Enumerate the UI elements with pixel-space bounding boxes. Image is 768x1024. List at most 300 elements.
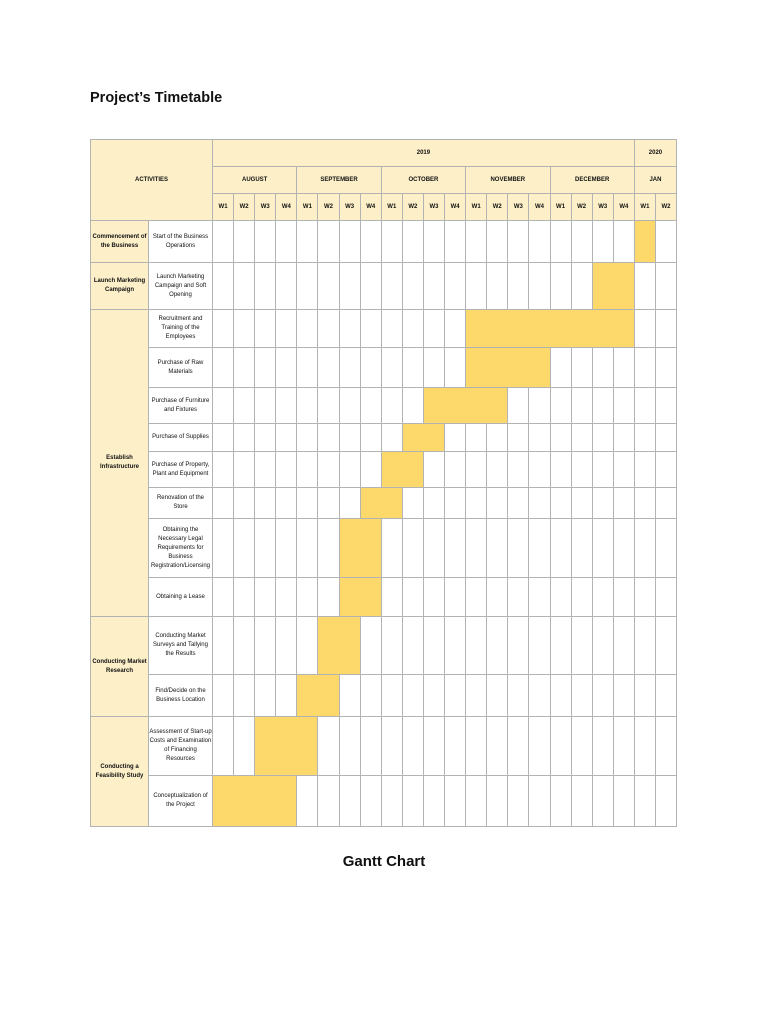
gantt-cell (571, 221, 592, 263)
gantt-cell (487, 578, 508, 617)
gantt-cell (234, 388, 255, 424)
group-label: Commencement of the Business (91, 221, 149, 263)
gantt-cell (634, 452, 655, 488)
gantt-cell (634, 776, 655, 827)
gantt-cell (402, 776, 423, 827)
gantt-bar-cell (318, 617, 339, 675)
gantt-cell (508, 424, 529, 452)
gantt-cell (529, 221, 550, 263)
gantt-cell (339, 675, 360, 717)
gantt-cell (213, 519, 234, 578)
week-header: W1 (634, 194, 655, 221)
month-header: AUGUST (213, 167, 297, 194)
gantt-cell (634, 348, 655, 388)
gantt-cell (487, 263, 508, 310)
gantt-cell (318, 452, 339, 488)
gantt-cell (445, 348, 466, 388)
gantt-cell (529, 617, 550, 675)
gantt-cell (360, 717, 381, 776)
gantt-cell (255, 578, 276, 617)
gantt-bar-cell (402, 424, 423, 452)
gantt-cell (445, 263, 466, 310)
gantt-bar-cell (592, 310, 613, 348)
gantt-cell (234, 617, 255, 675)
gantt-cell (592, 617, 613, 675)
gantt-bar-cell (276, 776, 297, 827)
gantt-cell (550, 617, 571, 675)
gantt-cell (381, 424, 402, 452)
month-header: JAN (634, 167, 676, 194)
week-header: W3 (255, 194, 276, 221)
week-header: W4 (445, 194, 466, 221)
gantt-cell (423, 488, 444, 519)
gantt-cell (529, 452, 550, 488)
week-header: W1 (466, 194, 487, 221)
gantt-cell (613, 488, 634, 519)
gantt-bar-cell (255, 776, 276, 827)
gantt-cell (613, 776, 634, 827)
gantt-cell (529, 388, 550, 424)
activity-row (91, 578, 677, 617)
gantt-cell (550, 519, 571, 578)
activity-label: Purchase of Raw Materials (149, 348, 213, 388)
activity-label: Obtaining the Necessary Legal Requirements for Business Registration/Licensing (149, 519, 213, 578)
gantt-cell (592, 578, 613, 617)
gantt-bar-cell (508, 348, 529, 388)
gantt-cell (529, 675, 550, 717)
gantt-cell (423, 578, 444, 617)
gantt-cell (297, 488, 318, 519)
gantt-cell (339, 776, 360, 827)
gantt-cell (550, 675, 571, 717)
activity-row (91, 348, 677, 388)
gantt-bar-cell (529, 310, 550, 348)
gantt-cell (423, 221, 444, 263)
week-header: W1 (297, 194, 318, 221)
year-header: 2020 (634, 140, 676, 167)
gantt-cell (234, 221, 255, 263)
activity-row (91, 776, 677, 827)
gantt-bar-cell (466, 310, 487, 348)
gantt-cell (234, 424, 255, 452)
activity-label: Assessment of Start-up Costs and Examination of Financing Resources (149, 717, 213, 776)
gantt-cell (255, 310, 276, 348)
gantt-cell (487, 221, 508, 263)
week-header: W4 (529, 194, 550, 221)
gantt-cell (255, 452, 276, 488)
gantt-cell (381, 717, 402, 776)
gantt-cell (297, 388, 318, 424)
gantt-cell (234, 717, 255, 776)
gantt-cell (634, 717, 655, 776)
gantt-cell (381, 221, 402, 263)
group-label: Conducting Market Research (91, 617, 149, 717)
gantt-cell (297, 617, 318, 675)
activity-row (91, 452, 677, 488)
activity-label: Obtaining a Lease (149, 578, 213, 617)
week-header: W3 (508, 194, 529, 221)
gantt-cell (634, 617, 655, 675)
gantt-cell (276, 675, 297, 717)
gantt-cell (255, 488, 276, 519)
gantt-cell (571, 776, 592, 827)
gantt-cell (487, 452, 508, 488)
gantt-cell (360, 348, 381, 388)
gantt-cell (276, 488, 297, 519)
gantt-cell (276, 348, 297, 388)
gantt-cell (529, 776, 550, 827)
gantt-cell (634, 578, 655, 617)
gantt-cell (466, 578, 487, 617)
gantt-cell (339, 717, 360, 776)
gantt-cell (508, 617, 529, 675)
gantt-cell (234, 263, 255, 310)
gantt-cell (276, 221, 297, 263)
week-header: W4 (360, 194, 381, 221)
activity-label: Purchase of Furniture and Fixtures (149, 388, 213, 424)
gantt-cell (297, 776, 318, 827)
gantt-cell (592, 519, 613, 578)
gantt-cell (613, 348, 634, 388)
gantt-cell (255, 348, 276, 388)
gantt-cell (466, 519, 487, 578)
gantt-cell (213, 488, 234, 519)
gantt-cell (655, 776, 676, 827)
gantt-cell (466, 488, 487, 519)
month-header: NOVEMBER (466, 167, 550, 194)
gantt-cell (360, 776, 381, 827)
gantt-cell (297, 424, 318, 452)
gantt-cell (318, 348, 339, 388)
gantt-bar-cell (297, 675, 318, 717)
gantt-cell (339, 348, 360, 388)
gantt-cell (339, 388, 360, 424)
gantt-bar-cell (423, 388, 444, 424)
gantt-cell (571, 424, 592, 452)
gantt-cell (276, 452, 297, 488)
gantt-cell (634, 675, 655, 717)
gantt-cell (213, 310, 234, 348)
gantt-cell (213, 717, 234, 776)
gantt-cell (445, 675, 466, 717)
gantt-cell (550, 488, 571, 519)
week-header: W1 (213, 194, 234, 221)
month-header: SEPTEMBER (297, 167, 381, 194)
gantt-cell (634, 310, 655, 348)
week-header: W2 (571, 194, 592, 221)
gantt-cell (613, 519, 634, 578)
gantt-cell (466, 452, 487, 488)
gantt-cell (529, 424, 550, 452)
gantt-cell (655, 424, 676, 452)
gantt-cell (508, 675, 529, 717)
gantt-cell (445, 578, 466, 617)
gantt-cell (655, 263, 676, 310)
week-header: W4 (276, 194, 297, 221)
gantt-cell (423, 519, 444, 578)
gantt-cell (613, 388, 634, 424)
gantt-cell (445, 776, 466, 827)
year-header: 2019 (213, 140, 635, 167)
week-header: W1 (381, 194, 402, 221)
gantt-bar-cell (508, 310, 529, 348)
gantt-cell (613, 578, 634, 617)
gantt-cell (213, 388, 234, 424)
gantt-cell (466, 675, 487, 717)
gantt-cell (655, 488, 676, 519)
gantt-cell (445, 310, 466, 348)
gantt-cell (339, 424, 360, 452)
gantt-cell (339, 452, 360, 488)
gantt-bar-cell (634, 221, 655, 263)
gantt-cell (550, 452, 571, 488)
gantt-cell (402, 519, 423, 578)
gantt-cell (634, 424, 655, 452)
gantt-bar-cell (445, 388, 466, 424)
gantt-cell (402, 578, 423, 617)
gantt-cell (234, 310, 255, 348)
month-header: OCTOBER (381, 167, 465, 194)
gantt-cell (297, 221, 318, 263)
gantt-cell (571, 717, 592, 776)
gantt-cell (508, 388, 529, 424)
gantt-cell (423, 310, 444, 348)
gantt-cell (487, 617, 508, 675)
group-label: Establish Infrastructure (91, 310, 149, 617)
activity-label: Conceptualization of the Project (149, 776, 213, 827)
gantt-cell (423, 617, 444, 675)
gantt-cell (634, 388, 655, 424)
gantt-cell (508, 263, 529, 310)
gantt-cell (318, 488, 339, 519)
gantt-cell (360, 221, 381, 263)
activity-label: Purchase of Supplies (149, 424, 213, 452)
gantt-cell (550, 348, 571, 388)
gantt-bar-cell (297, 717, 318, 776)
gantt-cell (381, 348, 402, 388)
gantt-cell (234, 488, 255, 519)
activity-row (91, 617, 677, 675)
activity-row (91, 221, 677, 263)
gantt-bar-cell (255, 717, 276, 776)
gantt-cell (613, 221, 634, 263)
gantt-cell (360, 452, 381, 488)
gantt-cell (255, 388, 276, 424)
gantt-cell (381, 388, 402, 424)
gantt-cell (550, 263, 571, 310)
gantt-cell (571, 519, 592, 578)
gantt-cell (297, 310, 318, 348)
week-header: W2 (487, 194, 508, 221)
gantt-cell (445, 617, 466, 675)
gantt-cell (276, 578, 297, 617)
gantt-cell (550, 717, 571, 776)
activities-header: ACTIVITIES (91, 140, 213, 221)
gantt-cell (592, 776, 613, 827)
gantt-cell (423, 263, 444, 310)
gantt-cell (381, 675, 402, 717)
gantt-cell (529, 263, 550, 310)
gantt-cell (508, 776, 529, 827)
header-row-years (91, 140, 677, 167)
gantt-cell (508, 452, 529, 488)
gantt-bar-cell (360, 488, 381, 519)
gantt-cell (445, 488, 466, 519)
gantt-cell (655, 348, 676, 388)
gantt-cell (592, 675, 613, 717)
gantt-cell (339, 263, 360, 310)
gantt-cell (529, 578, 550, 617)
gantt-cell (445, 519, 466, 578)
gantt-cell (571, 263, 592, 310)
gantt-bar-cell (466, 348, 487, 388)
gantt-cell (339, 488, 360, 519)
gantt-cell (655, 578, 676, 617)
gantt-cell (402, 388, 423, 424)
gantt-cell (592, 348, 613, 388)
activity-row (91, 519, 677, 578)
gantt-cell (276, 310, 297, 348)
page-title: Project’s Timetable (90, 90, 223, 106)
gantt-cell (571, 578, 592, 617)
gantt-cell (255, 424, 276, 452)
gantt-cell (234, 578, 255, 617)
gantt-cell (339, 310, 360, 348)
gantt-cell (613, 617, 634, 675)
gantt-cell (318, 717, 339, 776)
gantt-cell (402, 717, 423, 776)
gantt-bar-cell (339, 519, 360, 578)
gantt-cell (466, 717, 487, 776)
activity-label: Find/Decide on the Business Location (149, 675, 213, 717)
gantt-cell (571, 388, 592, 424)
gantt-cell (255, 675, 276, 717)
gantt-bar-cell (360, 519, 381, 578)
activity-label: Purchase of Property, Plant and Equipment (149, 452, 213, 488)
gantt-cell (550, 578, 571, 617)
gantt-cell (318, 310, 339, 348)
activity-label: Renovation of the Store (149, 488, 213, 519)
gantt-cell (255, 519, 276, 578)
gantt-cell (381, 519, 402, 578)
gantt-cell (592, 221, 613, 263)
gantt-bar-cell (571, 310, 592, 348)
gantt-bar-cell (466, 388, 487, 424)
gantt-cell (318, 263, 339, 310)
gantt-bar-cell (613, 263, 634, 310)
gantt-cell (297, 519, 318, 578)
gantt-cell (276, 424, 297, 452)
gantt-bar-cell (487, 388, 508, 424)
gantt-cell (255, 263, 276, 310)
gantt-cell (255, 221, 276, 263)
group-label: Conducting a Feasibility Study (91, 717, 149, 827)
gantt-cell (571, 675, 592, 717)
gantt-cell (276, 263, 297, 310)
gantt-cell (381, 776, 402, 827)
gantt-cell (276, 519, 297, 578)
week-header: W3 (592, 194, 613, 221)
gantt-bar-cell (381, 488, 402, 519)
gantt-cell (423, 717, 444, 776)
gantt-bar-cell (423, 424, 444, 452)
gantt-cell (360, 675, 381, 717)
gantt-cell (571, 617, 592, 675)
week-header: W2 (234, 194, 255, 221)
activity-row (91, 675, 677, 717)
gantt-cell (318, 776, 339, 827)
gantt-cell (213, 675, 234, 717)
gantt-cell (613, 717, 634, 776)
gantt-cell (592, 424, 613, 452)
gantt-cell (234, 675, 255, 717)
gantt-cell (655, 452, 676, 488)
gantt-cell (360, 617, 381, 675)
gantt-cell (466, 776, 487, 827)
gantt-cell (402, 675, 423, 717)
gantt-cell (655, 675, 676, 717)
gantt-cell (297, 578, 318, 617)
gantt-cell (360, 310, 381, 348)
gantt-cell (466, 263, 487, 310)
gantt-cell (571, 488, 592, 519)
gantt-cell (234, 452, 255, 488)
gantt-cell (213, 263, 234, 310)
gantt-cell (423, 675, 444, 717)
gantt-cell (487, 776, 508, 827)
gantt-cell (550, 388, 571, 424)
gantt-cell (655, 519, 676, 578)
gantt-cell (276, 388, 297, 424)
gantt-cell (550, 424, 571, 452)
gantt-bar-cell (487, 310, 508, 348)
gantt-cell (381, 310, 402, 348)
gantt-cell (655, 310, 676, 348)
group-label: Launch Marketing Campaign (91, 263, 149, 310)
gantt-cell (213, 424, 234, 452)
gantt-cell (487, 519, 508, 578)
activity-row (91, 388, 677, 424)
week-header: W4 (613, 194, 634, 221)
gantt-cell (318, 424, 339, 452)
gantt-cell (360, 424, 381, 452)
gantt-bar-cell (318, 675, 339, 717)
gantt-cell (255, 617, 276, 675)
gantt-bar-cell (360, 578, 381, 617)
gantt-cell (571, 452, 592, 488)
gantt-cell (508, 578, 529, 617)
gantt-cell (423, 776, 444, 827)
gantt-cell (445, 452, 466, 488)
chart-caption: Gantt Chart (342, 853, 426, 870)
gantt-cell (592, 452, 613, 488)
gantt-cell (550, 221, 571, 263)
gantt-cell (276, 617, 297, 675)
gantt-bar-cell (402, 452, 423, 488)
week-header: W2 (655, 194, 676, 221)
gantt-cell (613, 424, 634, 452)
week-header: W2 (402, 194, 423, 221)
gantt-cell (213, 348, 234, 388)
gantt-cell (402, 263, 423, 310)
gantt-cell (655, 388, 676, 424)
gantt-bar-cell (213, 776, 234, 827)
gantt-bar-cell (613, 310, 634, 348)
gantt-bar-cell (381, 452, 402, 488)
gantt-cell (487, 488, 508, 519)
week-header: W1 (550, 194, 571, 221)
gantt-cell (508, 519, 529, 578)
